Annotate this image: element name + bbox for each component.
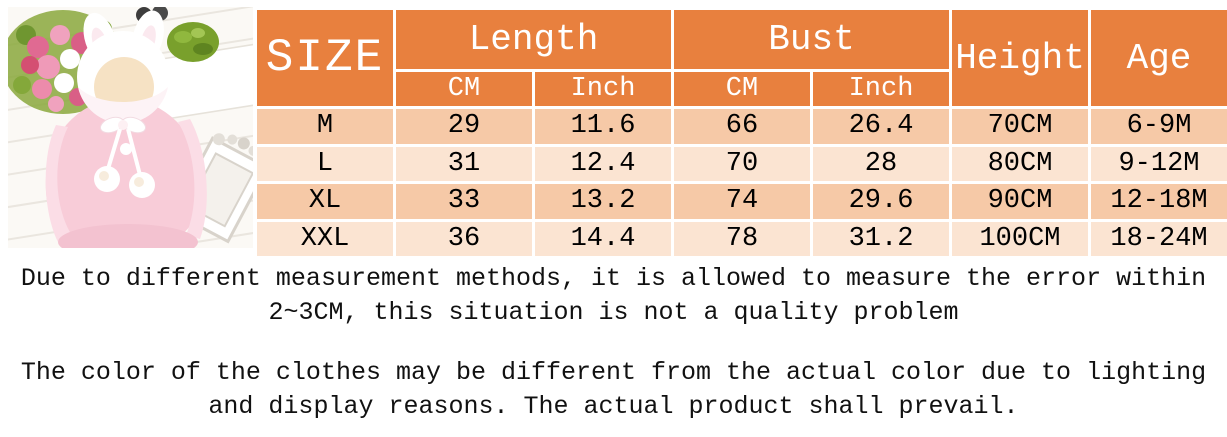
header-age: Age xyxy=(1091,10,1227,106)
disclaimer-notes xyxy=(0,262,1227,424)
cell-length-cm-l: 31 xyxy=(396,147,532,182)
cell-size-l: L xyxy=(257,147,393,182)
moss-ball xyxy=(167,22,219,62)
cell-bust-cm-xxl: 78 xyxy=(674,222,810,257)
header-bust-inch: Inch xyxy=(813,72,949,106)
cell-size-xl: XL xyxy=(257,184,393,219)
cell-bust-inch-m: 26.4 xyxy=(813,109,949,144)
size-chart-table xyxy=(257,10,1227,256)
cell-height-xxl: 100CM xyxy=(952,222,1088,257)
cell-height-m: 70CM xyxy=(952,109,1088,144)
color-note: The color of the clothes may be different from the actual color due to lighting and display reasons. The actual product shall prevail. xyxy=(20,358,1207,421)
cell-bust-inch-xxl: 31.2 xyxy=(813,222,949,257)
header-size: SIZE xyxy=(257,10,393,106)
measurement-note: Due to different measurement methods, it is allowed to measure the error within 2~3CM, this situation is not a quality problem xyxy=(20,264,1207,327)
cell-age-m: 6-9M xyxy=(1091,109,1227,144)
cell-bust-cm-m: 66 xyxy=(674,109,810,144)
cell-length-cm-m: 29 xyxy=(396,109,532,144)
cell-age-xxl: 18-24M xyxy=(1091,222,1227,257)
cell-bust-inch-l: 28 xyxy=(813,147,949,182)
cell-bust-inch-xl: 29.6 xyxy=(813,184,949,219)
cell-length-cm-xxl: 36 xyxy=(396,222,532,257)
product-photo-illustration xyxy=(8,7,253,248)
header-bust-cm: CM xyxy=(674,72,810,106)
cell-size-m: M xyxy=(257,109,393,144)
cell-bust-cm-xl: 74 xyxy=(674,184,810,219)
cell-height-xl: 90CM xyxy=(952,184,1088,219)
cell-bust-cm-l: 70 xyxy=(674,147,810,182)
cell-height-l: 80CM xyxy=(952,147,1088,182)
header-length-inch: Inch xyxy=(535,72,671,106)
cell-length-inch-xl: 13.2 xyxy=(535,184,671,219)
product-photo xyxy=(8,7,253,248)
header-length-cm: CM xyxy=(396,72,532,106)
header-bust: Bust xyxy=(674,10,949,69)
header-height: Height xyxy=(952,10,1088,106)
cell-length-inch-l: 12.4 xyxy=(535,147,671,182)
cell-length-inch-m: 11.6 xyxy=(535,109,671,144)
header-length: Length xyxy=(396,10,671,69)
cell-length-inch-xxl: 14.4 xyxy=(535,222,671,257)
cell-age-l: 9-12M xyxy=(1091,147,1227,182)
cell-size-xxl: XXL xyxy=(257,222,393,257)
cell-age-xl: 12-18M xyxy=(1091,184,1227,219)
cell-length-cm-xl: 33 xyxy=(396,184,532,219)
